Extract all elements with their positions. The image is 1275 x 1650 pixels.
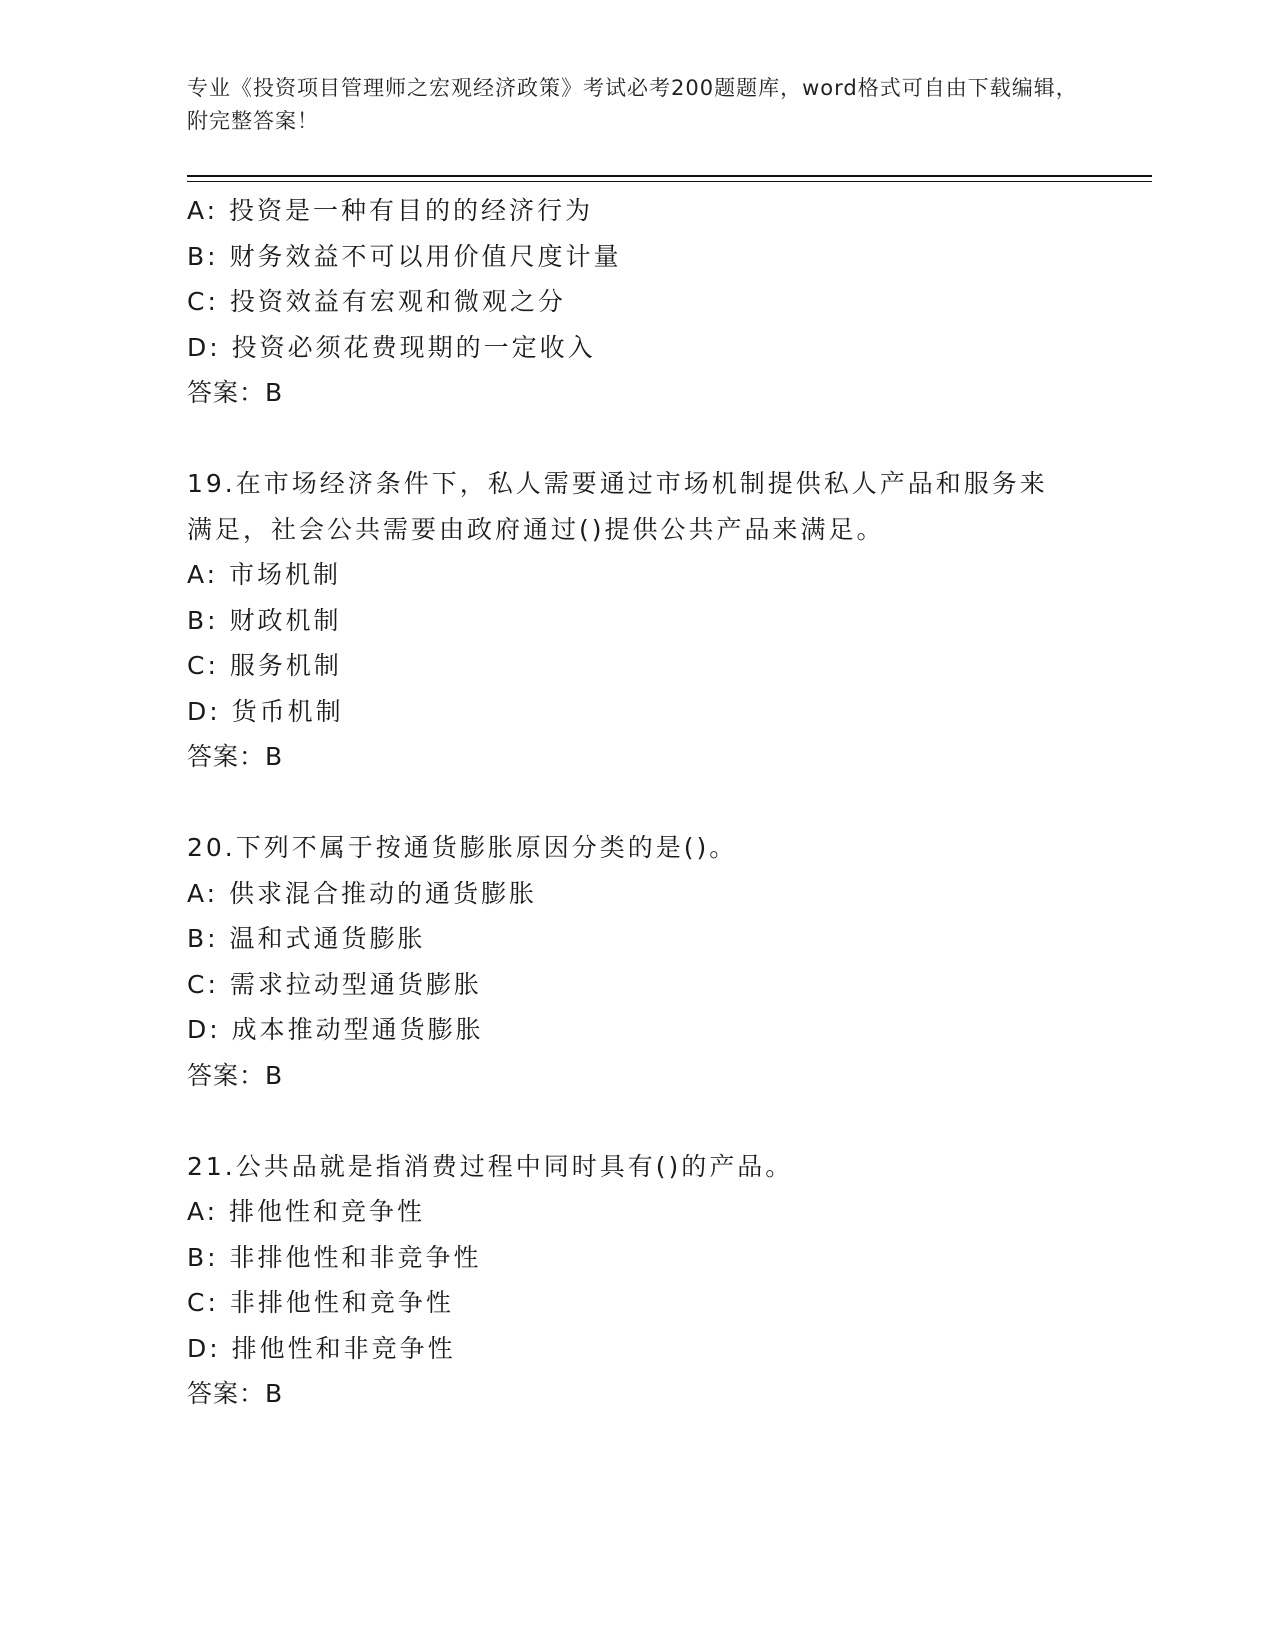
document-header: 专业《投资项目管理师之宏观经济政策》考试必考200题题库，word格式可自由下载编辑，附完整答案！ (187, 76, 1078, 133)
question-19 (187, 461, 1087, 780)
answer: 答案：B (187, 742, 284, 771)
question-list (187, 188, 1087, 1417)
option-b: B: 财务效益不可以用价值尺度计量 (187, 241, 622, 271)
question-stem-line-2: 满足，社会公共需要由政府通过()提供公共产品来满足。 (187, 514, 885, 544)
option-b: B: 温和式通货膨胀 (187, 924, 426, 953)
answer: 答案：B (187, 1379, 284, 1408)
header-divider-thick (187, 175, 1152, 177)
spacer (187, 1098, 1087, 1144)
option-c: C: 服务机制 (187, 651, 342, 680)
question-18 (187, 188, 1087, 416)
header-divider-thin (187, 181, 1152, 182)
answer: 答案：B (187, 378, 284, 407)
spacer (187, 780, 1087, 826)
question-stem-line-1: 19.在市场经济条件下，私人需要通过市场机制提供私人产品和服务来 (187, 469, 1048, 498)
option-a: A: 供求混合推动的通货膨胀 (187, 878, 538, 908)
option-b: B: 财政机制 (187, 605, 342, 635)
question-20 (187, 825, 1087, 1098)
question-stem: 20.下列不属于按通货膨胀原因分类的是()。 (187, 833, 738, 862)
option-d: D: 排他性和非竞争性 (187, 1333, 456, 1363)
question-stem: 21.公共品就是指消费过程中同时具有()的产品。 (187, 1151, 794, 1181)
spacer (187, 416, 1087, 462)
option-d: D: 投资必须花费现期的一定收入 (187, 332, 596, 362)
option-a: A: 市场机制 (187, 560, 342, 589)
option-b: B: 非排他性和非竞争性 (187, 1242, 482, 1272)
option-c: C: 非排他性和竞争性 (187, 1288, 454, 1317)
option-c: C: 需求拉动型通货膨胀 (187, 969, 482, 999)
option-a: A: 排他性和竞争性 (187, 1197, 426, 1226)
option-d: D: 成本推动型通货膨胀 (187, 1015, 484, 1044)
answer: 答案：B (187, 1060, 284, 1090)
option-d: D: 货币机制 (187, 696, 344, 726)
option-c: C: 投资效益有宏观和微观之分 (187, 287, 566, 316)
option-a: A: 投资是一种有目的的经济行为 (187, 196, 594, 225)
question-21 (187, 1144, 1087, 1417)
